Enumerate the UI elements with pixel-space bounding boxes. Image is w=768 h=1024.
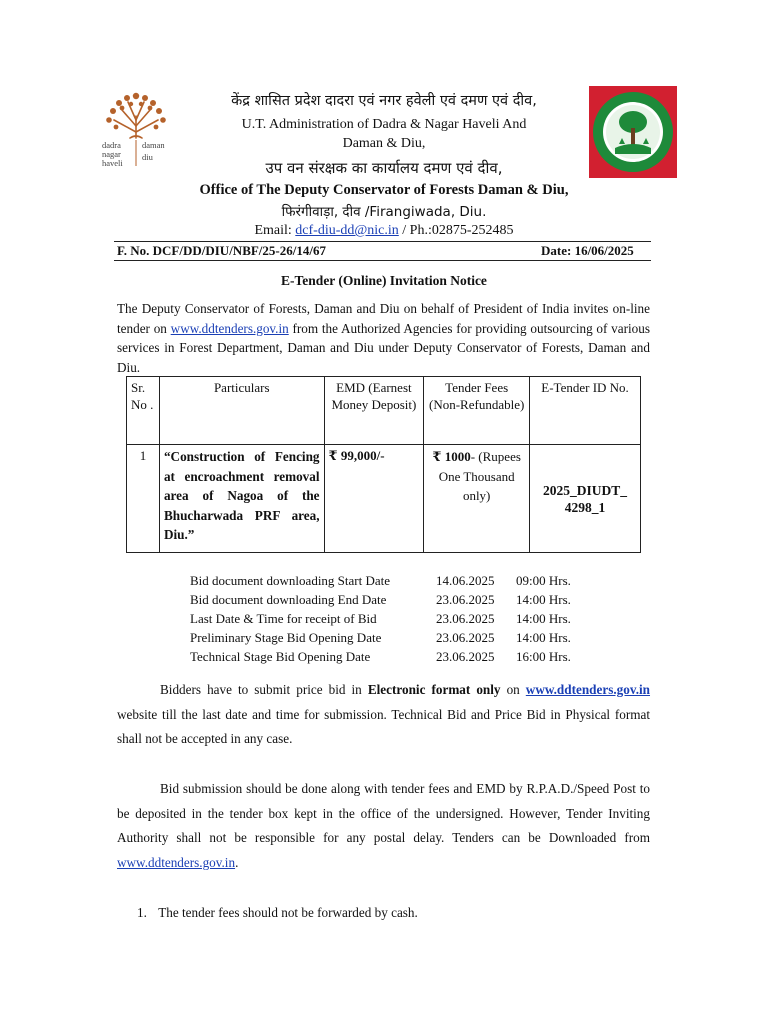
row-etender-id: 2025_DIUDT_ 4298_1 bbox=[530, 445, 641, 553]
header-etender-id: E-Tender ID No. bbox=[530, 377, 641, 445]
schedule-time: 14:00 Hrs. bbox=[516, 592, 571, 607]
bidders-text-2: on bbox=[500, 682, 526, 697]
schedule-time: 14:00 Hrs. bbox=[516, 630, 571, 645]
schedule-time: 16:00 Hrs. bbox=[516, 649, 571, 664]
email-label: Email: bbox=[254, 223, 296, 238]
schedule-label: Technical Stage Bid Opening Date bbox=[190, 649, 371, 664]
schedule-date: 23.06.2025 bbox=[436, 649, 495, 664]
schedule-row bbox=[190, 590, 596, 609]
fees-words: - (Rupees One Thousand only) bbox=[438, 449, 521, 503]
bidders-paragraph bbox=[117, 678, 650, 752]
bid-schedule bbox=[190, 571, 596, 666]
office-title: Office of The Deputy Conservator of Forests Daman & Diu, bbox=[199, 182, 569, 198]
file-number: F. No. DCF/DD/DIU/NBF/25-26/14/67 bbox=[117, 243, 326, 258]
ddtenders-link[interactable]: www.ddtenders.gov.in bbox=[170, 320, 289, 336]
submission-text-2: . bbox=[235, 854, 239, 870]
submission-paragraph bbox=[117, 777, 650, 875]
ut-administration-line2: Daman & Diu, bbox=[342, 136, 426, 151]
row-sr: 1 bbox=[127, 445, 160, 553]
header-tender-fees: Tender Fees (Non-Refundable) bbox=[424, 377, 530, 445]
email-link[interactable]: dcf-diu-dd@nic.in bbox=[295, 223, 399, 238]
electronic-format-text: Electronic format only bbox=[367, 682, 501, 697]
schedule-date: 14.06.2025 bbox=[436, 573, 495, 588]
schedule-date: 23.06.2025 bbox=[436, 611, 495, 626]
ddtenders-link[interactable]: www.ddtenders.gov.in bbox=[117, 854, 236, 870]
logo-text-dadra: dadra bbox=[102, 140, 121, 150]
phone-text: / Ph.:02875-252485 bbox=[398, 223, 514, 238]
header-particulars: Particulars bbox=[159, 377, 324, 445]
schedule-label: Bid document downloading Start Date bbox=[190, 573, 391, 588]
schedule-row bbox=[190, 647, 596, 666]
schedule-row bbox=[190, 571, 596, 590]
logo-text-diu: diu bbox=[142, 152, 153, 162]
schedule-date: 23.06.2025 bbox=[436, 592, 495, 607]
hindi-office-title: उप वन संरक्षक का कार्यालय दमण एवं दीव, bbox=[265, 159, 503, 177]
notice-date: Date: 16/06/2025 bbox=[541, 243, 634, 258]
row-particulars: “Construction of Fencing at encroachment removal area of Nagoa of the Bhucharwada PRF area, Diu.” bbox=[159, 445, 324, 553]
ddtenders-link[interactable]: www.ddtenders.gov.in bbox=[525, 682, 651, 697]
ref-divider bbox=[114, 260, 651, 261]
header-emd: EMD (Earnest Money Deposit) bbox=[324, 377, 424, 445]
header-sr: Sr. No . bbox=[127, 377, 160, 445]
office-address bbox=[0, 204, 768, 222]
schedule-time: 09:00 Hrs. bbox=[516, 573, 571, 588]
intro-text-2: from the Authorized Agencies for providing outsourcing of various services in Forest Department, Daman and Diu under Deputy Conservator of Forests, Daman and Diu. bbox=[117, 320, 650, 375]
schedule-time: 14:00 Hrs. bbox=[516, 611, 571, 626]
row-tender-fees bbox=[424, 445, 530, 553]
list-item-number: 1. bbox=[137, 905, 147, 920]
tender-table bbox=[126, 376, 641, 553]
contact-line bbox=[0, 223, 768, 240]
logo-text-daman: daman bbox=[142, 140, 165, 150]
schedule-label: Last Date & Time for receipt of Bid bbox=[190, 611, 377, 626]
schedule-label: Bid document downloading End Date bbox=[190, 592, 387, 607]
notice-title: E-Tender (Online) Invitation Notice bbox=[281, 273, 487, 288]
schedule-date: 23.06.2025 bbox=[436, 630, 495, 645]
schedule-row bbox=[190, 628, 596, 647]
ut-administration-line1: U.T. Administration of Dadra & Nagar Haveli And bbox=[241, 117, 527, 132]
bidders-text-3: website till the last date and time for submission. Technical Bid and Price Bid in Physical format shall not be accepted in any case. bbox=[117, 706, 650, 746]
address-text: फिरंगीवाड़ा, दीव /Firangiwada, Diu. bbox=[281, 204, 487, 220]
list-item bbox=[137, 905, 418, 921]
bidders-text-1: Bidders have to submit price bid in bbox=[160, 682, 368, 697]
hindi-ut-administration: केंद्र शासित प्रदेश दादरा एवं नगर हवेली एवं दमण एवं दीव, bbox=[231, 93, 537, 109]
table-row bbox=[127, 445, 641, 553]
table-header-row bbox=[127, 377, 641, 445]
intro-text-1: The Deputy Conservator of Forests, Daman and Diu on behalf of President of India invites on-line tender on bbox=[117, 301, 650, 336]
schedule-label: Preliminary Stage Bid Opening Date bbox=[190, 630, 382, 645]
list-item-text: The tender fees should not be forwarded by cash. bbox=[158, 905, 418, 920]
logo-text-nagar: nagar bbox=[102, 149, 121, 159]
fees-amount: ₹ 1000 bbox=[432, 449, 471, 464]
submission-text-1: Bid submission should be done along with tender fees and EMD by R.P.A.D./Speed Post to be deposited in the tender box kept in the office of the undersigned. However, Tender Inviting Authority shall not be responsible for any postal delay. Tenders can be Downloaded from bbox=[117, 781, 650, 845]
intro-paragraph bbox=[117, 299, 650, 377]
header-divider bbox=[114, 241, 651, 242]
row-emd: ₹ 99,000/- bbox=[324, 445, 424, 553]
logo-text-haveli: haveli bbox=[102, 158, 123, 168]
schedule-row bbox=[190, 609, 596, 628]
